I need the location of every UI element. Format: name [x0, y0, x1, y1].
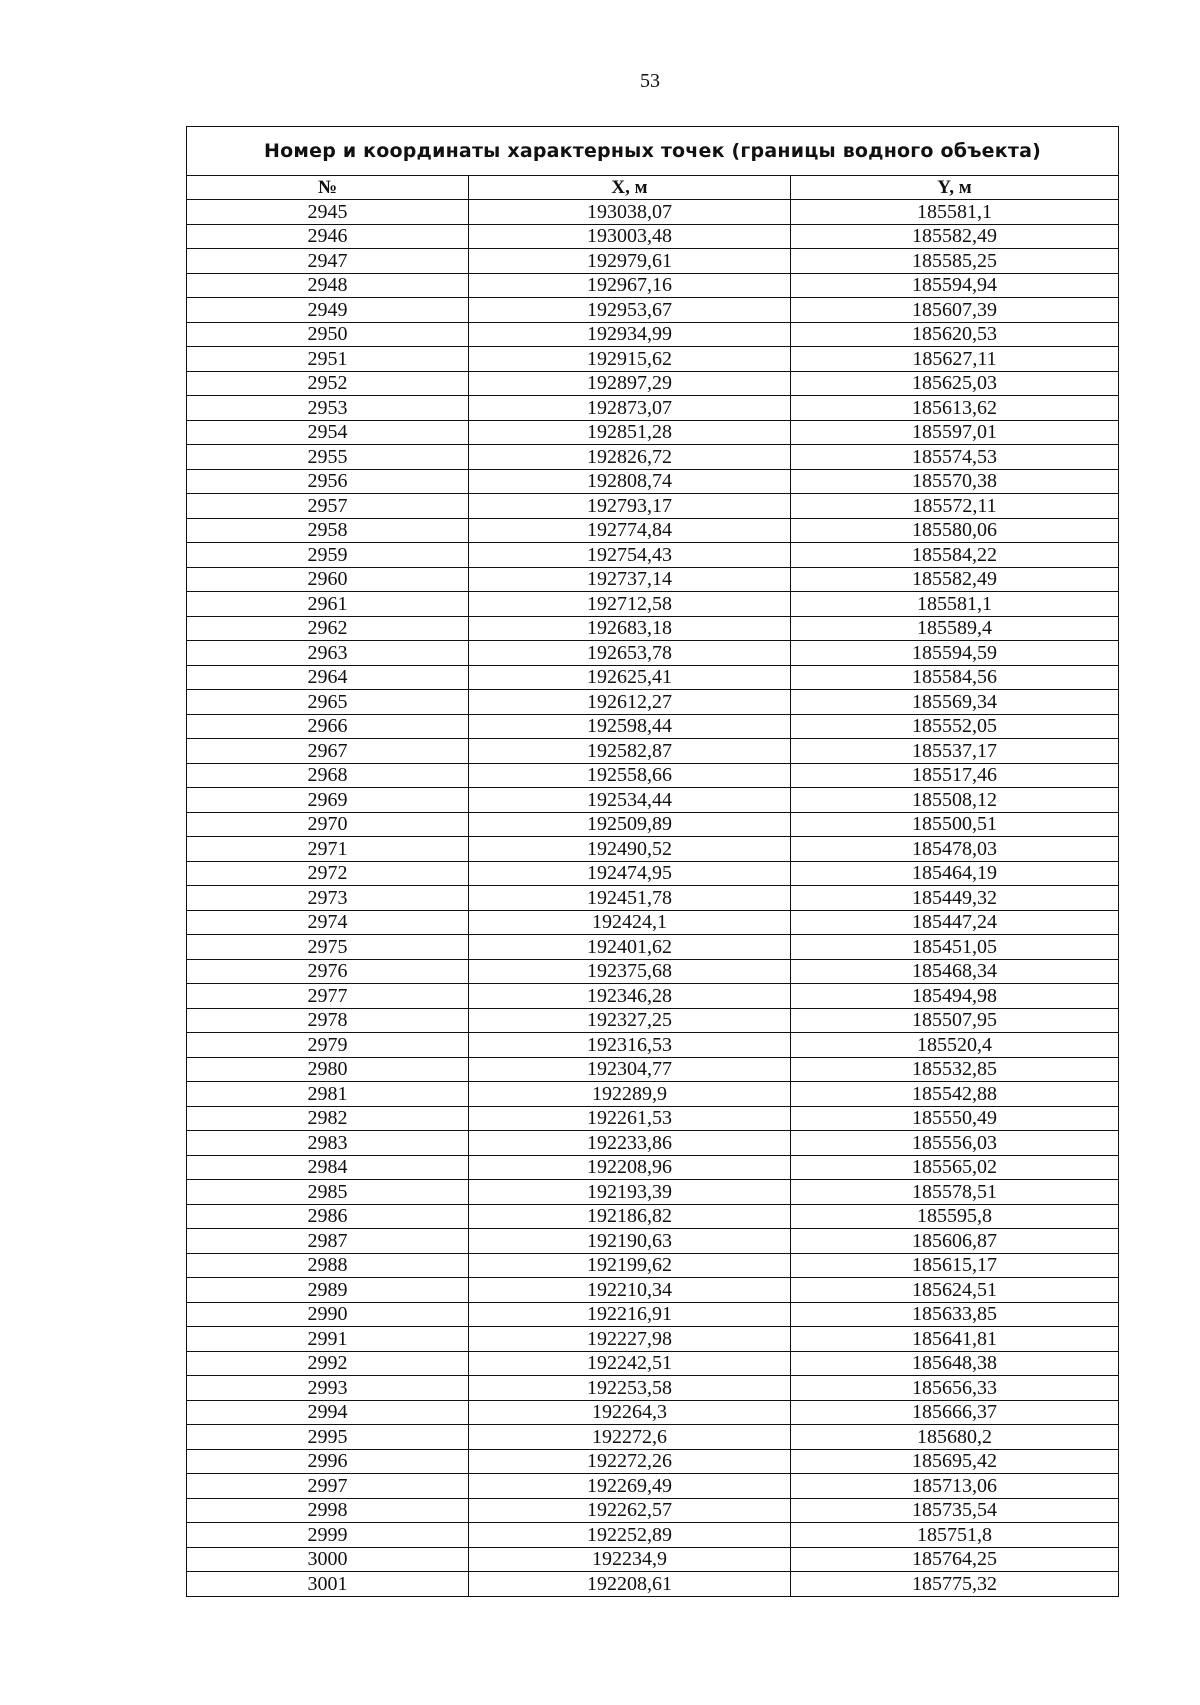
table-row: [187, 1008, 1119, 1033]
point-number-cell: 2988: [187, 1253, 469, 1278]
table-row: [187, 837, 1119, 862]
point-number-cell: 2981: [187, 1082, 469, 1107]
table-row: [187, 420, 1119, 445]
table-row: [187, 1572, 1119, 1597]
point-number-cell: 2998: [187, 1498, 469, 1523]
table-row: [187, 1327, 1119, 1352]
x-coordinate-cell: 192979,61: [469, 249, 791, 274]
point-number-cell: 2974: [187, 910, 469, 935]
point-number-cell: 2956: [187, 469, 469, 494]
table-row: [187, 665, 1119, 690]
y-coordinate-cell: 185517,46: [791, 763, 1119, 788]
point-number-cell: 2973: [187, 886, 469, 911]
table-row: [187, 886, 1119, 911]
y-coordinate-cell: 185478,03: [791, 837, 1119, 862]
x-coordinate-cell: 192199,62: [469, 1253, 791, 1278]
table-row: [187, 592, 1119, 617]
table-row: [187, 1523, 1119, 1548]
x-coordinate-cell: 192272,6: [469, 1425, 791, 1450]
y-coordinate-cell: 185607,39: [791, 298, 1119, 323]
y-coordinate-cell: 185589,4: [791, 616, 1119, 641]
y-coordinate-cell: 185775,32: [791, 1572, 1119, 1597]
table-row: [187, 935, 1119, 960]
x-coordinate-cell: 192233,86: [469, 1131, 791, 1156]
x-coordinate-cell: 192737,14: [469, 567, 791, 592]
y-coordinate-cell: 185582,49: [791, 224, 1119, 249]
table-row: [187, 518, 1119, 543]
page-number: 53: [640, 70, 660, 92]
point-number-cell: 2986: [187, 1204, 469, 1229]
table-row: [187, 1082, 1119, 1107]
y-coordinate-cell: 185606,87: [791, 1229, 1119, 1254]
point-number-cell: 2999: [187, 1523, 469, 1548]
y-coordinate-cell: 185500,51: [791, 812, 1119, 837]
table-row: [187, 984, 1119, 1009]
x-coordinate-cell: 192208,61: [469, 1572, 791, 1597]
point-number-cell: 2957: [187, 494, 469, 519]
point-number-cell: 2979: [187, 1033, 469, 1058]
y-coordinate-cell: 185613,62: [791, 396, 1119, 421]
point-number-cell: 2954: [187, 420, 469, 445]
x-coordinate-cell: 192262,57: [469, 1498, 791, 1523]
table-row: [187, 1400, 1119, 1425]
x-coordinate-cell: 192953,67: [469, 298, 791, 323]
point-number-cell: 2961: [187, 592, 469, 617]
y-coordinate-cell: 185585,25: [791, 249, 1119, 274]
x-coordinate-cell: 192754,43: [469, 543, 791, 568]
y-coordinate-cell: 185550,49: [791, 1106, 1119, 1131]
y-coordinate-cell: 185680,2: [791, 1425, 1119, 1450]
y-coordinate-cell: 185751,8: [791, 1523, 1119, 1548]
column-header-y: Y, м: [791, 176, 1119, 200]
point-number-cell: 2959: [187, 543, 469, 568]
point-number-cell: 2977: [187, 984, 469, 1009]
point-number-cell: 2966: [187, 714, 469, 739]
table-row: [187, 1351, 1119, 1376]
table-row: [187, 249, 1119, 274]
table-row: [187, 1278, 1119, 1303]
x-coordinate-cell: 192474,95: [469, 861, 791, 886]
table-row: [187, 1253, 1119, 1278]
point-number-cell: 2978: [187, 1008, 469, 1033]
point-number-cell: 2983: [187, 1131, 469, 1156]
x-coordinate-cell: 192424,1: [469, 910, 791, 935]
table-row: [187, 1302, 1119, 1327]
point-number-cell: 2968: [187, 763, 469, 788]
point-number-cell: 2975: [187, 935, 469, 960]
y-coordinate-cell: 185464,19: [791, 861, 1119, 886]
x-coordinate-cell: 192712,58: [469, 592, 791, 617]
x-coordinate-cell: 192897,29: [469, 371, 791, 396]
x-coordinate-cell: 192346,28: [469, 984, 791, 1009]
x-coordinate-cell: 192264,3: [469, 1400, 791, 1425]
table-row: [187, 861, 1119, 886]
y-coordinate-cell: 185569,34: [791, 690, 1119, 715]
y-coordinate-cell: 185447,24: [791, 910, 1119, 935]
table-row: [187, 1425, 1119, 1450]
point-number-cell: 2980: [187, 1057, 469, 1082]
x-coordinate-cell: 192227,98: [469, 1327, 791, 1352]
point-number-cell: 2953: [187, 396, 469, 421]
point-number-cell: 2965: [187, 690, 469, 715]
point-number-cell: 2952: [187, 371, 469, 396]
table-row: [187, 1229, 1119, 1254]
y-coordinate-cell: 185570,38: [791, 469, 1119, 494]
table-row: [187, 1131, 1119, 1156]
x-coordinate-cell: 192612,27: [469, 690, 791, 715]
point-number-cell: 2972: [187, 861, 469, 886]
y-coordinate-cell: 185584,22: [791, 543, 1119, 568]
table-row: [187, 788, 1119, 813]
y-coordinate-cell: 185542,88: [791, 1082, 1119, 1107]
table-row: [187, 739, 1119, 764]
y-coordinate-cell: 185449,32: [791, 886, 1119, 911]
point-number-cell: 2970: [187, 812, 469, 837]
point-number-cell: 2962: [187, 616, 469, 641]
x-coordinate-cell: 192625,41: [469, 665, 791, 690]
point-number-cell: 2946: [187, 224, 469, 249]
table-row: [187, 1449, 1119, 1474]
y-coordinate-cell: 185633,85: [791, 1302, 1119, 1327]
x-coordinate-cell: 192653,78: [469, 641, 791, 666]
point-number-cell: 2964: [187, 665, 469, 690]
table-row: [187, 298, 1119, 323]
table-row: [187, 1498, 1119, 1523]
point-number-cell: 2967: [187, 739, 469, 764]
point-number-cell: 2989: [187, 1278, 469, 1303]
y-coordinate-cell: 185656,33: [791, 1376, 1119, 1401]
x-coordinate-cell: 192234,9: [469, 1547, 791, 1572]
point-number-cell: 2982: [187, 1106, 469, 1131]
table-row: [187, 224, 1119, 249]
point-number-cell: 2997: [187, 1474, 469, 1499]
x-coordinate-cell: 192598,44: [469, 714, 791, 739]
x-coordinate-cell: 192210,34: [469, 1278, 791, 1303]
x-coordinate-cell: 192774,84: [469, 518, 791, 543]
x-coordinate-cell: 192558,66: [469, 763, 791, 788]
x-coordinate-cell: 192216,91: [469, 1302, 791, 1327]
x-coordinate-cell: 192186,82: [469, 1204, 791, 1229]
y-coordinate-cell: 185695,42: [791, 1449, 1119, 1474]
table-row: [187, 200, 1119, 225]
y-coordinate-cell: 185582,49: [791, 567, 1119, 592]
y-coordinate-cell: 185624,51: [791, 1278, 1119, 1303]
x-coordinate-cell: 192808,74: [469, 469, 791, 494]
x-coordinate-cell: 192683,18: [469, 616, 791, 641]
y-coordinate-cell: 185578,51: [791, 1180, 1119, 1205]
x-coordinate-cell: 192242,51: [469, 1351, 791, 1376]
y-coordinate-cell: 185648,38: [791, 1351, 1119, 1376]
table-row: [187, 690, 1119, 715]
x-coordinate-cell: 192327,25: [469, 1008, 791, 1033]
y-coordinate-cell: 185713,06: [791, 1474, 1119, 1499]
point-number-cell: 2996: [187, 1449, 469, 1474]
table-body: [187, 200, 1119, 1597]
table-row: [187, 273, 1119, 298]
coordinates-table: [186, 126, 1119, 1597]
point-number-cell: 2991: [187, 1327, 469, 1352]
x-coordinate-cell: 192490,52: [469, 837, 791, 862]
x-coordinate-cell: 192375,68: [469, 959, 791, 984]
x-coordinate-cell: 193038,07: [469, 200, 791, 225]
point-number-cell: 2947: [187, 249, 469, 274]
x-coordinate-cell: 192826,72: [469, 445, 791, 470]
y-coordinate-cell: 185451,05: [791, 935, 1119, 960]
y-coordinate-cell: 185595,8: [791, 1204, 1119, 1229]
y-coordinate-cell: 185507,95: [791, 1008, 1119, 1033]
y-coordinate-cell: 185597,01: [791, 420, 1119, 445]
y-coordinate-cell: 185584,56: [791, 665, 1119, 690]
table-row: [187, 763, 1119, 788]
y-coordinate-cell: 185574,53: [791, 445, 1119, 470]
point-number-cell: 2984: [187, 1155, 469, 1180]
point-number-cell: 2949: [187, 298, 469, 323]
point-number-cell: 2995: [187, 1425, 469, 1450]
point-number-cell: 3000: [187, 1547, 469, 1572]
point-number-cell: 2948: [187, 273, 469, 298]
table-row: [187, 1106, 1119, 1131]
y-coordinate-cell: 185537,17: [791, 739, 1119, 764]
y-coordinate-cell: 185666,37: [791, 1400, 1119, 1425]
point-number-cell: 2951: [187, 347, 469, 372]
y-coordinate-cell: 185565,02: [791, 1155, 1119, 1180]
table-title: Номер и координаты характерных точек (границы водного объекта): [187, 127, 1119, 176]
table-row: [187, 469, 1119, 494]
y-coordinate-cell: 185627,11: [791, 347, 1119, 372]
table-row: [187, 445, 1119, 470]
table-row: [187, 812, 1119, 837]
x-coordinate-cell: 192304,77: [469, 1057, 791, 1082]
point-number-cell: 2945: [187, 200, 469, 225]
x-coordinate-cell: 192851,28: [469, 420, 791, 445]
table-row: [187, 567, 1119, 592]
table-row: [187, 1057, 1119, 1082]
x-coordinate-cell: 192873,07: [469, 396, 791, 421]
x-coordinate-cell: 192289,9: [469, 1082, 791, 1107]
table-row: [187, 1155, 1119, 1180]
y-coordinate-cell: 185468,34: [791, 959, 1119, 984]
point-number-cell: 2955: [187, 445, 469, 470]
point-number-cell: 2985: [187, 1180, 469, 1205]
y-coordinate-cell: 185581,1: [791, 200, 1119, 225]
x-coordinate-cell: 193003,48: [469, 224, 791, 249]
x-coordinate-cell: 192401,62: [469, 935, 791, 960]
x-coordinate-cell: 192934,99: [469, 322, 791, 347]
y-coordinate-cell: 185641,81: [791, 1327, 1119, 1352]
table-row: [187, 1180, 1119, 1205]
y-coordinate-cell: 185581,1: [791, 592, 1119, 617]
y-coordinate-cell: 185735,54: [791, 1498, 1119, 1523]
table-row: [187, 396, 1119, 421]
x-coordinate-cell: 192269,49: [469, 1474, 791, 1499]
table-row: [187, 1033, 1119, 1058]
x-coordinate-cell: 192261,53: [469, 1106, 791, 1131]
y-coordinate-cell: 185556,03: [791, 1131, 1119, 1156]
x-coordinate-cell: 192253,58: [469, 1376, 791, 1401]
y-coordinate-cell: 185572,11: [791, 494, 1119, 519]
point-number-cell: 2990: [187, 1302, 469, 1327]
y-coordinate-cell: 185580,06: [791, 518, 1119, 543]
x-coordinate-cell: 192252,89: [469, 1523, 791, 1548]
y-coordinate-cell: 185520,4: [791, 1033, 1119, 1058]
point-number-cell: 2950: [187, 322, 469, 347]
x-coordinate-cell: 192193,39: [469, 1180, 791, 1205]
table-row: [187, 347, 1119, 372]
point-number-cell: 2960: [187, 567, 469, 592]
x-coordinate-cell: 192509,89: [469, 812, 791, 837]
x-coordinate-cell: 192582,87: [469, 739, 791, 764]
y-coordinate-cell: 185615,17: [791, 1253, 1119, 1278]
y-coordinate-cell: 185508,12: [791, 788, 1119, 813]
table-row: [187, 910, 1119, 935]
y-coordinate-cell: 185552,05: [791, 714, 1119, 739]
y-coordinate-cell: 185594,94: [791, 273, 1119, 298]
x-coordinate-cell: 192967,16: [469, 273, 791, 298]
y-coordinate-cell: 185594,59: [791, 641, 1119, 666]
point-number-cell: 2994: [187, 1400, 469, 1425]
point-number-cell: 3001: [187, 1572, 469, 1597]
x-coordinate-cell: 192451,78: [469, 886, 791, 911]
y-coordinate-cell: 185532,85: [791, 1057, 1119, 1082]
x-coordinate-cell: 192208,96: [469, 1155, 791, 1180]
x-coordinate-cell: 192915,62: [469, 347, 791, 372]
table-row: [187, 714, 1119, 739]
y-coordinate-cell: 185620,53: [791, 322, 1119, 347]
point-number-cell: 2969: [187, 788, 469, 813]
column-header-x: X, м: [469, 176, 791, 200]
x-coordinate-cell: 192316,53: [469, 1033, 791, 1058]
table-row: [187, 371, 1119, 396]
x-coordinate-cell: 192534,44: [469, 788, 791, 813]
point-number-cell: 2963: [187, 641, 469, 666]
x-coordinate-cell: 192793,17: [469, 494, 791, 519]
table-row: [187, 543, 1119, 568]
point-number-cell: 2987: [187, 1229, 469, 1254]
table-row: [187, 641, 1119, 666]
y-coordinate-cell: 185764,25: [791, 1547, 1119, 1572]
table-row: [187, 1204, 1119, 1229]
y-coordinate-cell: 185625,03: [791, 371, 1119, 396]
x-coordinate-cell: 192272,26: [469, 1449, 791, 1474]
table-row: [187, 322, 1119, 347]
x-coordinate-cell: 192190,63: [469, 1229, 791, 1254]
table-row: [187, 959, 1119, 984]
table-row: [187, 494, 1119, 519]
table-row: [187, 616, 1119, 641]
point-number-cell: 2993: [187, 1376, 469, 1401]
point-number-cell: 2976: [187, 959, 469, 984]
table-row: [187, 1376, 1119, 1401]
y-coordinate-cell: 185494,98: [791, 984, 1119, 1009]
point-number-cell: 2971: [187, 837, 469, 862]
point-number-cell: 2992: [187, 1351, 469, 1376]
table-row: [187, 1547, 1119, 1572]
column-header-number: №: [187, 176, 469, 200]
point-number-cell: 2958: [187, 518, 469, 543]
table-row: [187, 1474, 1119, 1499]
